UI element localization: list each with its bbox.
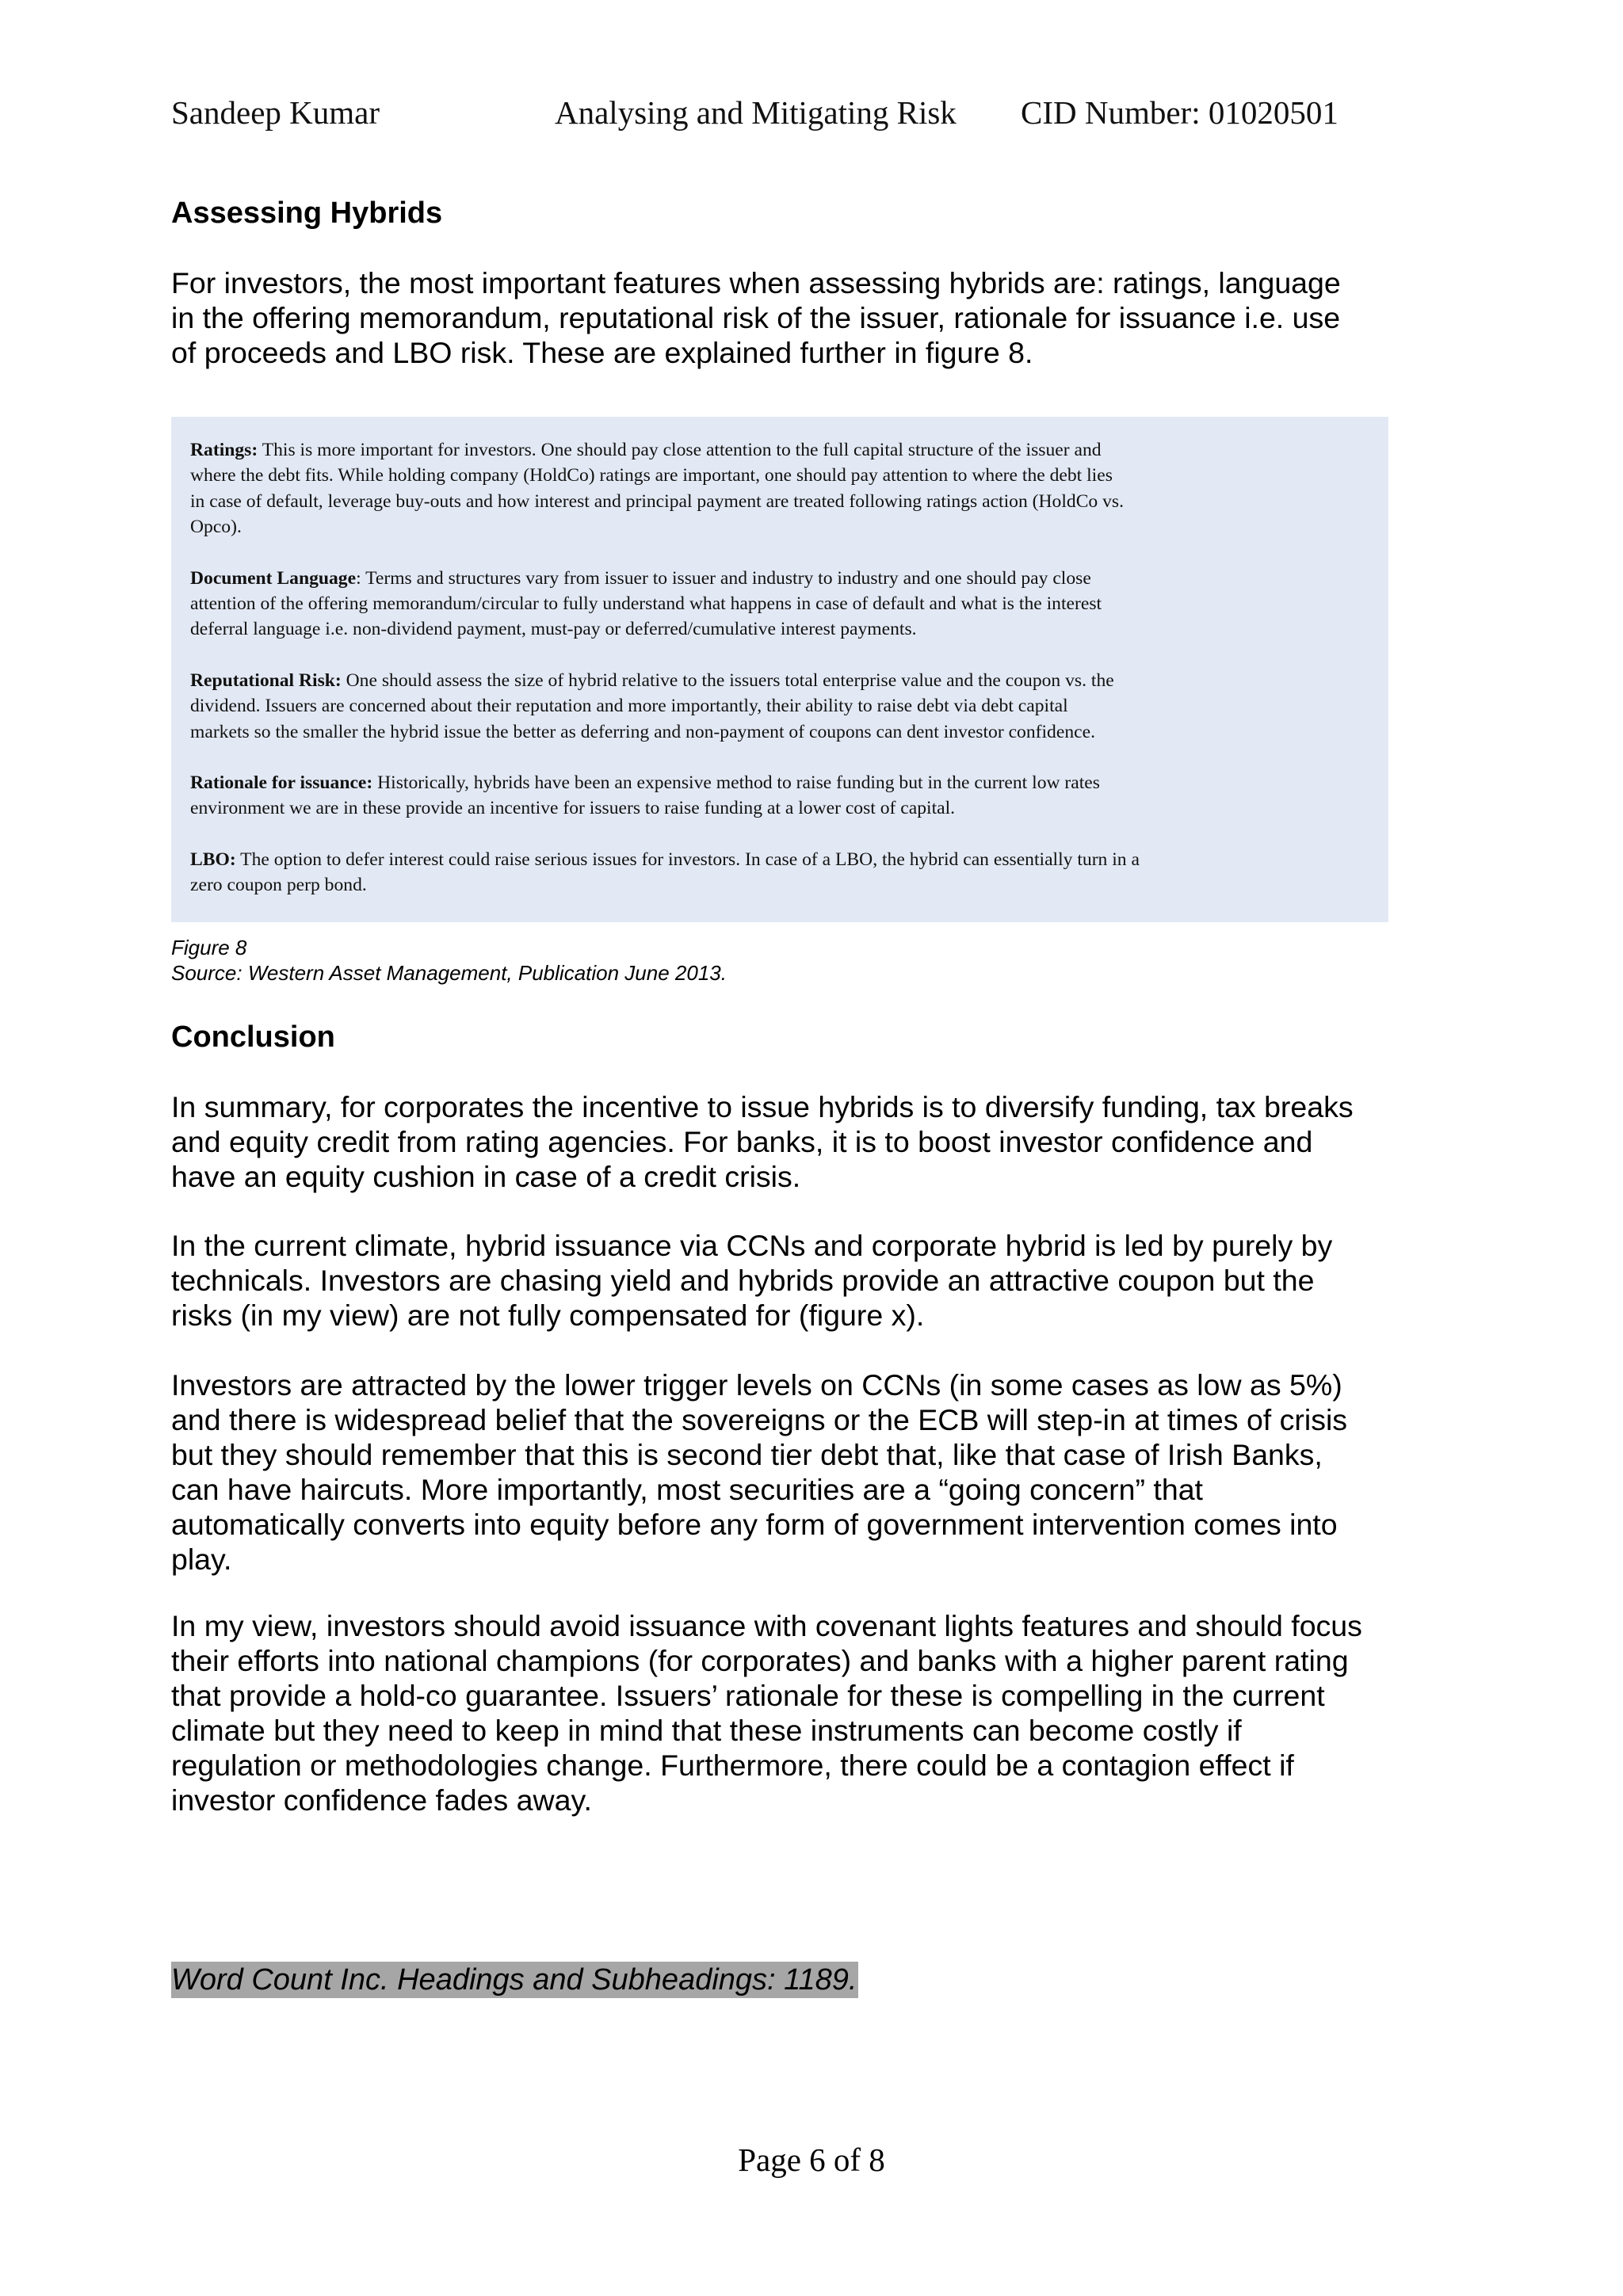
- text-line: risks (in my view) are not fully compensated for (figure x).: [171, 1299, 925, 1332]
- text-line: For investors, the most important features when assessing hybrids are: ratings, language: [171, 266, 1341, 299]
- text-line: climate but they need to keep in mind that these instruments can become costly if: [171, 1714, 1242, 1747]
- figure-8-box: [171, 417, 1388, 922]
- text-line: can have haircuts. More importantly, most securities are a “going concern” that: [171, 1473, 1203, 1506]
- figure-caption-source: Source: Western Asset Management, Publication June 2013.: [171, 961, 727, 985]
- text-line: Opco).: [190, 517, 242, 538]
- text-line: play.: [171, 1543, 232, 1576]
- text-line: that provide a hold-co guarantee. Issuers’ rationale for these is compelling in the current: [171, 1679, 1325, 1712]
- text-line: in the offering memorandum, reputational risk of the issuer, rationale for issuance i.e. use: [171, 301, 1341, 334]
- figure-item-document-language: [190, 566, 1369, 643]
- text-line: have an equity cushion in case of a credit crisis.: [171, 1160, 801, 1193]
- figure-item-term: LBO:: [190, 849, 236, 870]
- text-line: investor confidence fades away.: [171, 1783, 592, 1817]
- header-cid-number: CID Number: 01020501: [1021, 94, 1338, 131]
- page-number-footer: Page 6 of 8: [738, 2142, 885, 2178]
- text-line: of proceeds and LBO risk. These are explained further in figure 8.: [171, 336, 1033, 369]
- text-line: but they should remember that this is second tier debt that, like that case of Irish Banks,: [171, 1438, 1323, 1471]
- figure-item-reputational-risk: [190, 668, 1369, 745]
- header-author: Sandeep Kumar: [171, 94, 380, 131]
- figure-item-rationale: [190, 770, 1369, 822]
- text-line: markets so the smaller the hybrid issue the better as deferring and non-payment of coupons can dent investor confidence.: [190, 721, 1095, 742]
- text-line: In my view, investors should avoid issuance with covenant lights features and should focus: [171, 1609, 1362, 1642]
- text-line: Historically, hybrids have been an expensive method to raise funding but in the current low rates: [372, 772, 1100, 794]
- conclusion-paragraph-2: [171, 1228, 1407, 1333]
- text-line: automatically converts into equity before any form of government intervention comes into: [171, 1508, 1338, 1541]
- conclusion-paragraph-1: [171, 1089, 1407, 1194]
- section-heading-assessing-hybrids: Assessing Hybrids: [171, 196, 443, 230]
- text-line: and there is widespread belief that the sovereigns or the ECB will step-in at times of crisis: [171, 1403, 1348, 1436]
- figure-item-term: Reputational Risk:: [190, 669, 342, 691]
- figure-caption: [171, 935, 727, 986]
- page-header: [171, 93, 1407, 141]
- text-line: One should assess the size of hybrid relative to the issuers total enterprise value and the coupon vs. the: [341, 669, 1114, 691]
- text-line: their efforts into national champions (for corporates) and banks with a higher parent rating: [171, 1644, 1349, 1677]
- figure-caption-label: Figure 8: [171, 936, 247, 959]
- header-title: Analysing and Mitigating Risk: [555, 94, 957, 131]
- intro-paragraph: [171, 265, 1407, 370]
- figure-item-term: Document Language: [190, 567, 357, 589]
- text-line: regulation or methodologies change. Furthermore, there could be a contagion effect if: [171, 1749, 1294, 1782]
- figure-item-term: Ratings:: [190, 440, 258, 460]
- figure-item-ratings: [190, 437, 1369, 540]
- figure-item-term: Rationale for issuance:: [190, 772, 373, 794]
- text-line: In summary, for corporates the incentive to issue hybrids is to diversify funding, tax breaks: [171, 1090, 1354, 1123]
- text-line: : Terms and structures vary from issuer to issuer and industry to industry and one should pay close: [356, 567, 1091, 589]
- text-line: deferral language i.e. non-dividend payment, must-pay or deferred/cumulative interest payments.: [190, 619, 917, 640]
- text-line: This is more important for investors. One should pay close attention to the full capital structure of the issuer and: [258, 440, 1102, 460]
- conclusion-paragraph-4: [171, 1608, 1407, 1817]
- conclusion-paragraph-3: [171, 1367, 1407, 1577]
- text-line: Investors are attracted by the lower trigger levels on CCNs (in some cases as low as 5%): [171, 1368, 1342, 1402]
- text-line: environment we are in these provide an incentive for issuers to raise funding at a lower cost of capital.: [190, 798, 956, 819]
- text-line: and equity credit from rating agencies. For banks, it is to boost investor confidence and: [171, 1125, 1313, 1158]
- figure-item-lbo: [190, 847, 1369, 898]
- text-line: dividend. Issuers are concerned about their reputation and more importantly, their ability to raise debt via debt capital: [190, 696, 1068, 717]
- section-heading-conclusion: Conclusion: [171, 1020, 335, 1054]
- text-line: The option to defer interest could raise serious issues for investors. In case of a LBO, the hybrid can essentially turn in a: [235, 849, 1140, 870]
- text-line: technicals. Investors are chasing yield and hybrids provide an attractive coupon but the: [171, 1264, 1315, 1297]
- text-line: In the current climate, hybrid issuance via CCNs and corporate hybrid is led by purely by: [171, 1229, 1333, 1262]
- text-line: attention of the offering memorandum/circular to fully understand what happens in case of default and what is the interest: [190, 593, 1102, 615]
- text-line: where the debt fits. While holding company (HoldCo) ratings are important, one should pay attention to where the debt lies: [190, 465, 1113, 486]
- text-line: zero coupon perp bond.: [190, 875, 367, 896]
- text-line: in case of default, leverage buy-outs and how interest and principal payment are treated following ratings action (HoldCo vs.: [190, 490, 1125, 512]
- word-count-note: Word Count Inc. Headings and Subheadings: 1189.: [171, 1963, 857, 1997]
